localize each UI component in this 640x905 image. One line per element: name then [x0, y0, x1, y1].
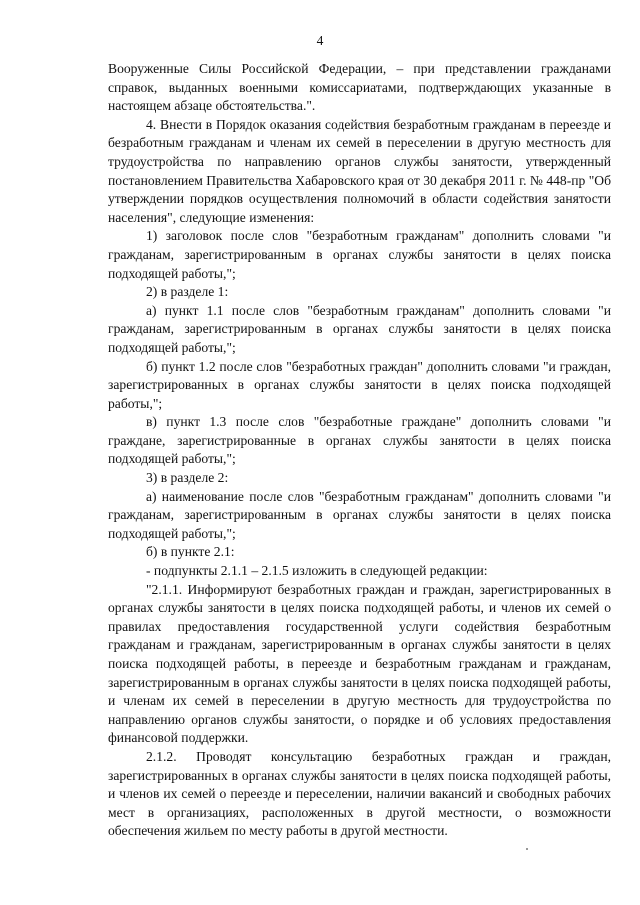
paragraph-subitem-2a: а) пункт 1.1 после слов "безработным гражданам" дополнить словами "и гражданам, зарегистрированным в органах службы занятости в целях поиска подходящей работы,";	[108, 302, 611, 355]
paragraph-subitem-3: 3) в разделе 2:	[146, 470, 229, 486]
paragraph-subitem-3b: б) в пункте 2.1:	[146, 544, 235, 560]
paragraph-subitem-1: 1) заголовок после слов "безработным гражданам" дополнить словами "и гражданам, зарегистрированным в органах службы занятости в целях поиска подходящей работы,";	[108, 228, 611, 281]
paragraph-item-4: 4. Внести в Порядок оказания содействия безработным гражданам в переезде и безработным гражданам и членам их семей в переселении в другую местность для трудоустройства по направлению органов службы занятости, утвержденный постановлением Правительства Хабаровского края от 30 декабря 2011 г. № 448-пр "Об утверждении порядков осуществления полномочий в области содействия занятости населения", следующие изменения:	[108, 116, 611, 225]
scan-dot	[526, 848, 528, 850]
paragraph-subitem-3a: а) наименование после слов "безработным гражданам" дополнить словами "и гражданам, зарегистрированным в органах службы занятости в целях поиска подходящей работы,";	[108, 488, 611, 541]
paragraph-2-1-1: "2.1.1. Информируют безработных граждан и граждан, зарегистрированных в органах службы занятости в целях поиска подходящей работы, и членов их семей о правилах предоставления государственной услуги содействия безработным гражданам и гражданам, зарегистрированным в органах службы занятости в целях поиска подходящей работы, в переезде и безработным гражданам и гражданам, зарегистрированным в органах службы занятости в целях поиска подходящей работы, и членам их семей в переселении в другую местность для трудоустройства по направлению органов службы занятости, о порядке и об условиях предоставления финансовой поддержки.	[108, 581, 611, 746]
paragraph-subpoints-intro: - подпункты 2.1.1 – 2.1.5 изложить в следующей редакции:	[146, 563, 488, 579]
paragraph-2-1-2: 2.1.2. Проводят консультацию безработных граждан и граждан, зарегистрированных в органах службы занятости в целях поиска подходящей работы, и членов их семей о переезде и переселении, наличии вакансий и свободных рабочих мест в организациях, расположенных в другой местности, о возможности обеспечения жильем по месту работы в другой местности.	[108, 748, 611, 839]
page-number: 4	[316, 33, 324, 48]
paragraph-subitem-2c: в) пункт 1.3 после слов "безработные граждане" дополнить словами "и граждане, зарегистрированные в органах службы занятости в целях поиска подходящей работы,";	[108, 414, 611, 467]
paragraph-continuation: Вооруженные Силы Российской Федерации, – при представлении гражданами справок, выданных военными комиссариатами, подтверждающих указанные в настоящем абзаце обстоятельства.".	[108, 61, 611, 114]
paragraph-subitem-2b: б) пункт 1.2 после слов "безработных граждан" дополнить словами "и граждан, зарегистрированных в органах службы занятости в целях поиска подходящей работы,";	[108, 358, 611, 411]
document-body	[108, 60, 611, 841]
paragraph-subitem-2: 2) в разделе 1:	[146, 284, 229, 300]
